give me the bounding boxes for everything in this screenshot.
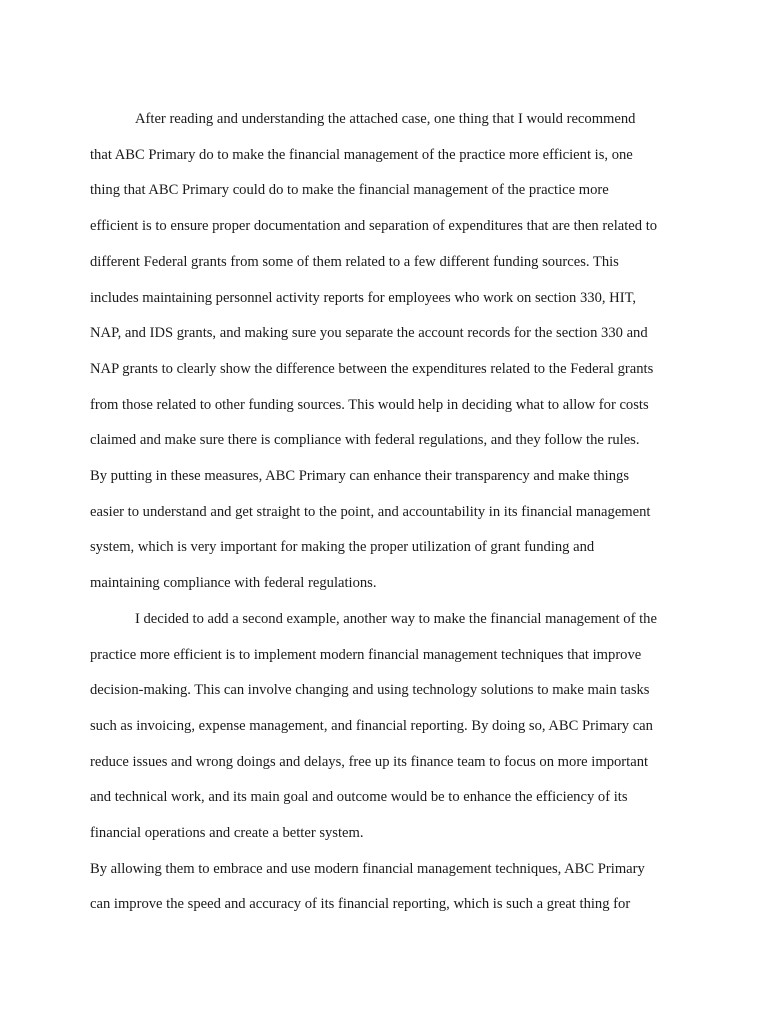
text-line: I decided to add a second example, another way to make the financial management of the <box>135 610 657 627</box>
text-line: thing that ABC Primary could do to make the financial management of the practice more <box>90 182 609 199</box>
text-line: from those related to other funding sources. This would help in deciding what to allow for costs <box>90 396 649 413</box>
text-line: practice more efficient is to implement modern financial management techniques that improve <box>90 646 642 663</box>
text-line: system, which is very important for making the proper utilization of grant funding and <box>90 539 595 556</box>
text-line: and technical work, and its main goal and outcome would be to enhance the efficiency of its <box>90 789 628 806</box>
paragraph-1 <box>90 102 680 602</box>
text-line: easier to understand and get straight to the point, and accountability in its financial management <box>90 503 651 520</box>
document-body <box>90 102 680 923</box>
text-line: By putting in these measures, ABC Primary can enhance their transparency and make things <box>90 468 630 485</box>
text-line: reduce issues and wrong doings and delays, free up its finance team to focus on more important <box>90 753 649 770</box>
paragraph-3 <box>90 852 680 923</box>
text-line: By allowing them to embrace and use modern financial management techniques, ABC Primary <box>90 860 645 877</box>
text-line: such as invoicing, expense management, and financial reporting. By doing so, ABC Primary can <box>90 717 653 734</box>
text-line: NAP grants to clearly show the difference between the expenditures related to the Federal grants <box>90 360 654 377</box>
text-line: includes maintaining personnel activity reports for employees who work on section 330, HIT, <box>90 289 637 306</box>
text-line: efficient is to ensure proper documentation and separation of expenditures that are then related to <box>90 218 658 235</box>
paragraph-2 <box>90 602 680 852</box>
text-line: decision-making. This can involve changing and using technology solutions to make main tasks <box>90 682 650 699</box>
text-line: can improve the speed and accuracy of its financial reporting, which is such a great thing for <box>90 896 631 913</box>
text-line: claimed and make sure there is compliance with federal regulations, and they follow the rules. <box>90 432 640 449</box>
text-line: different Federal grants from some of them related to a few different funding sources. This <box>90 253 619 270</box>
text-line: maintaining compliance with federal regulations. <box>90 575 377 592</box>
text-line: NAP, and IDS grants, and making sure you separate the account records for the section 330 and <box>90 325 648 342</box>
text-line: financial operations and create a better system. <box>90 825 364 842</box>
text-line: that ABC Primary do to make the financial management of the practice more efficient is, one <box>90 146 633 163</box>
text-line: After reading and understanding the attached case, one thing that I would recommend <box>135 111 636 127</box>
